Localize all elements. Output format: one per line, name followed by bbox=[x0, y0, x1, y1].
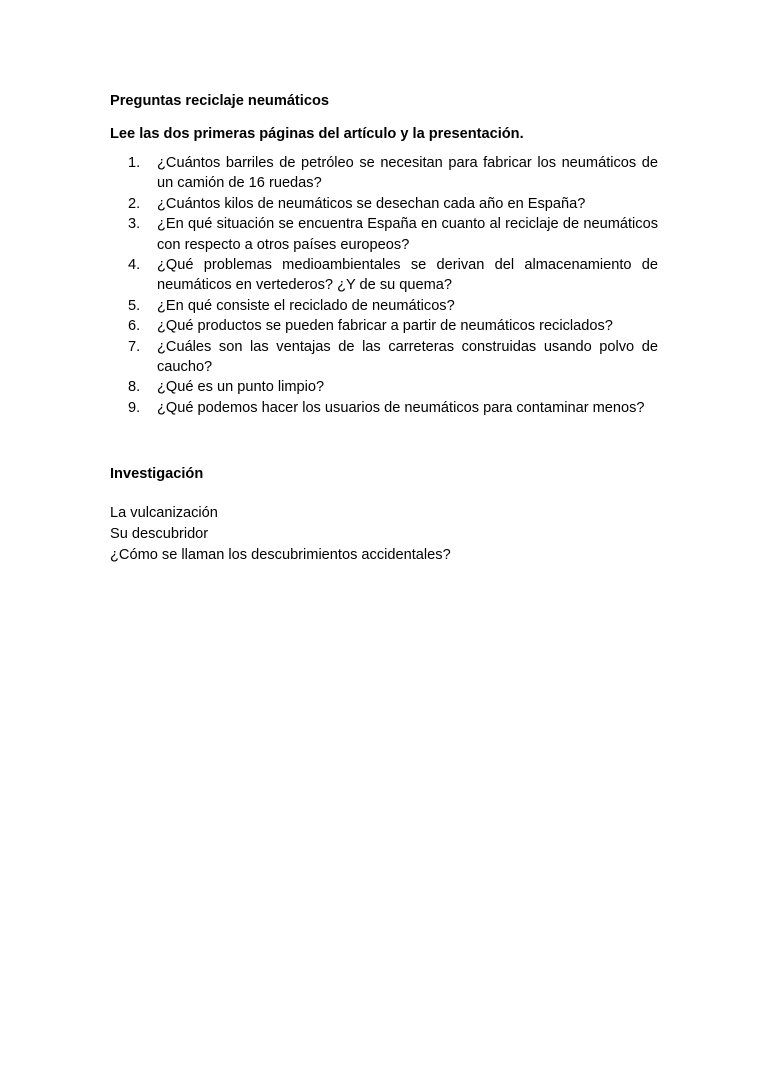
question-text: ¿Cuántos kilos de neumáticos se desechan cada año en España? bbox=[157, 195, 586, 212]
research-item: La vulcanización bbox=[110, 505, 218, 522]
research-item: ¿Cómo se llaman los descubrimientos accidentales? bbox=[110, 547, 451, 564]
question-text: ¿Qué problemas medioambientales se derivan del almacenamiento de neumáticos en vertederos? ¿Y de su quema? bbox=[157, 257, 658, 294]
question-number: 3. bbox=[128, 216, 141, 233]
question-number: 7. bbox=[128, 338, 141, 355]
question-item bbox=[110, 153, 658, 194]
question-text: ¿Qué podemos hacer los usuarios de neumáticos para contaminar menos? bbox=[157, 399, 645, 416]
question-text: ¿Qué productos se pueden fabricar a partir de neumáticos reciclados? bbox=[157, 318, 613, 335]
question-text: ¿En qué situación se encuentra España en cuanto al reciclaje de neumáticos con respecto a otros países europeos? bbox=[157, 216, 658, 253]
question-text: ¿En qué consiste el reciclado de neumáticos? bbox=[157, 297, 455, 314]
question-number: 4. bbox=[128, 257, 141, 274]
question-number: 2. bbox=[128, 195, 141, 212]
question-item bbox=[110, 398, 658, 418]
question-number: 6. bbox=[128, 318, 141, 335]
question-number: 8. bbox=[128, 379, 141, 396]
document-content bbox=[110, 91, 658, 566]
questions-list bbox=[110, 153, 658, 418]
question-item bbox=[110, 194, 658, 214]
research-heading: Investigación bbox=[110, 466, 204, 483]
question-item bbox=[110, 255, 658, 296]
question-item bbox=[110, 337, 658, 378]
question-number: 5. bbox=[128, 297, 141, 314]
document-title: Preguntas reciclaje neumáticos bbox=[110, 93, 329, 109]
research-list bbox=[110, 503, 658, 566]
document-instruction: Lee las dos primeras páginas del artículo y la presentación. bbox=[110, 126, 524, 142]
research-item: Su descubridor bbox=[110, 526, 209, 543]
question-text: ¿Qué es un punto limpio? bbox=[157, 379, 325, 396]
question-number: 1. bbox=[128, 155, 141, 171]
question-text: ¿Cuáles son las ventajas de las carreteras construidas usando polvo de caucho? bbox=[157, 338, 658, 376]
question-item bbox=[110, 377, 658, 397]
question-item bbox=[110, 316, 658, 336]
question-text: ¿Cuántos barriles de petróleo se necesitan para fabricar los neumáticos de un camión de 16 ruedas? bbox=[157, 155, 658, 192]
question-item bbox=[110, 296, 658, 316]
question-number: 9. bbox=[128, 399, 141, 416]
question-item bbox=[110, 214, 658, 255]
